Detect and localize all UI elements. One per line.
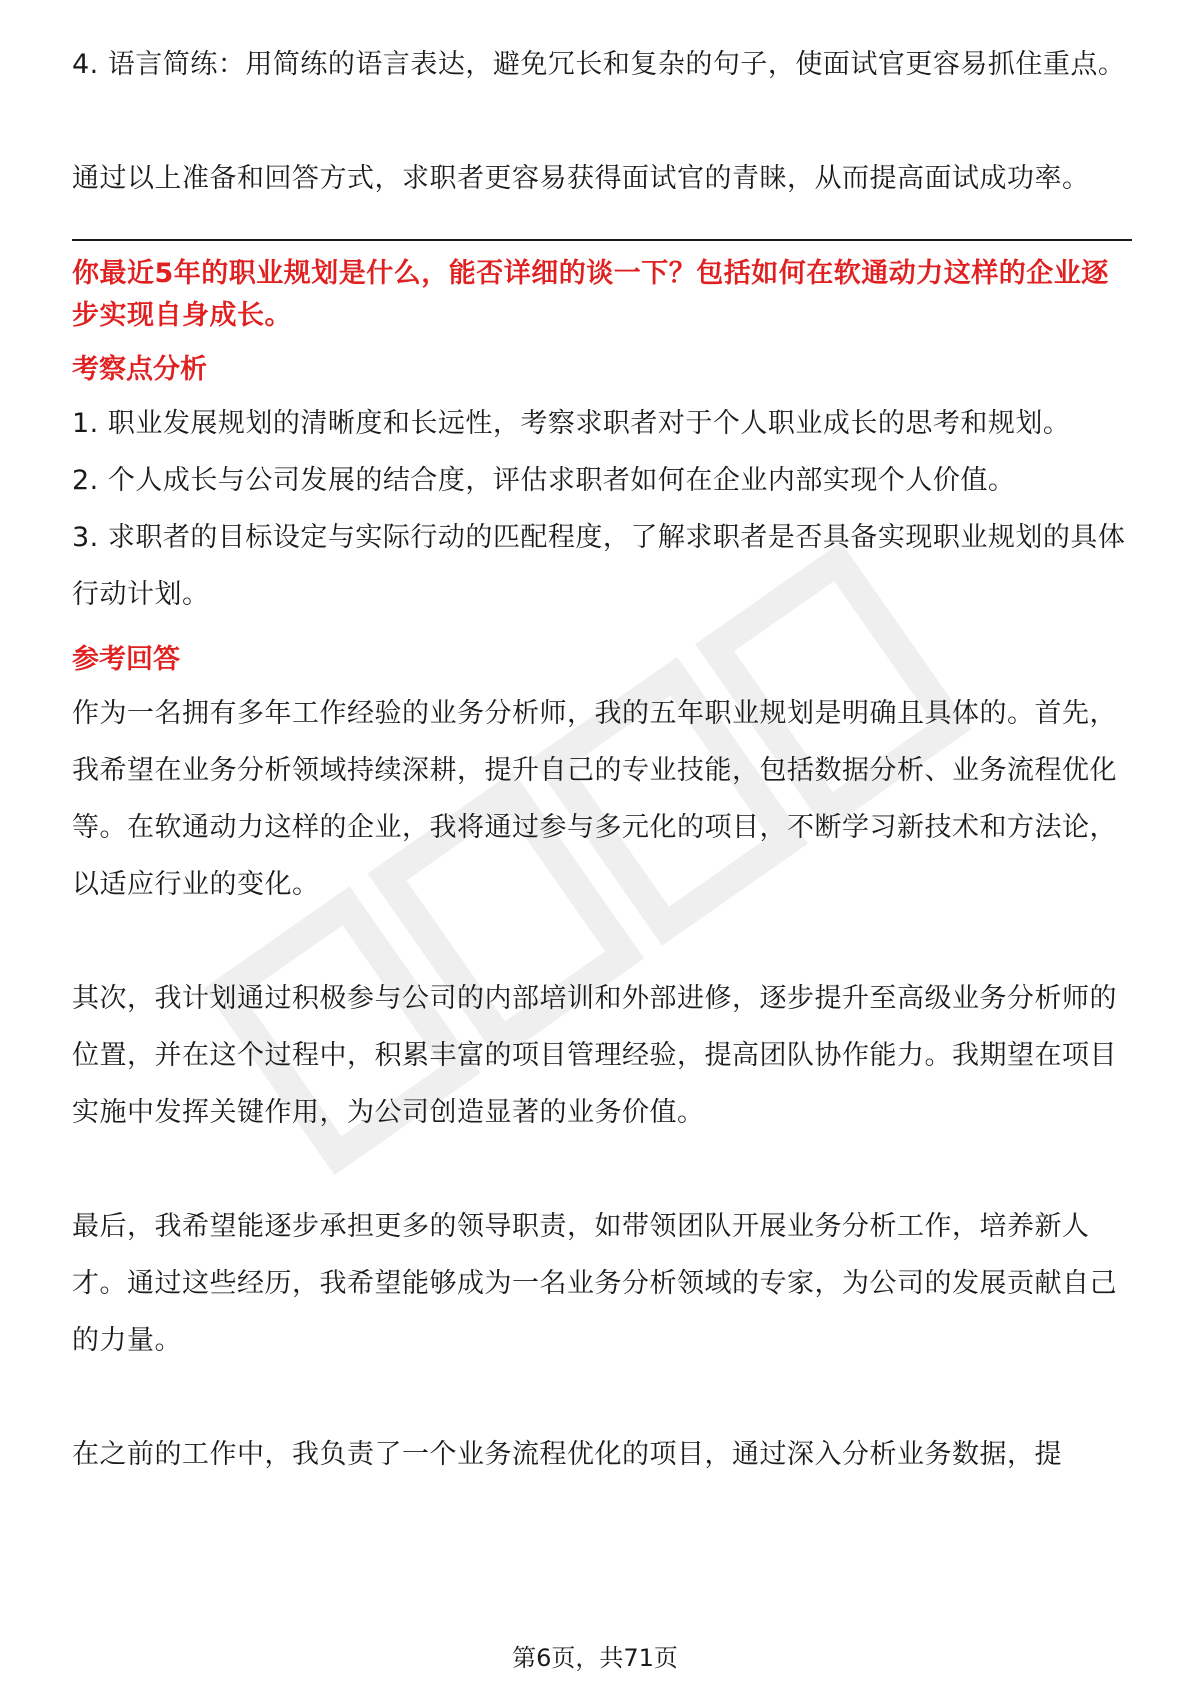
document-page <box>72 0 1132 1684</box>
answer-paragraph-2: 其次，我计划通过积极参与公司的内部培训和外部进修，逐步提升至高级业务分析师的位置，并在这个过程中，积累丰富的项目管理经验，提高团队协作能力。我期望在项目实施中发挥关键作用，为公司创造显著的业务价值。 <box>72 982 1117 1128</box>
answer-title: 参考回答 <box>72 643 180 675</box>
analysis-item-1: 1. 职业发展规划的清晰度和长远性，考察求职者对于个人职业成长的思考和规划。 <box>72 407 1071 439</box>
analysis-item-3: 3. 求职者的目标设定与实际行动的匹配程度，了解求职者是否具备实现职业规划的具体行动计划。 <box>72 521 1126 610</box>
analysis-title: 考察点分析 <box>72 353 207 385</box>
paragraph-summary: 通过以上准备和回答方式，求职者更容易获得面试官的青睐，从而提高面试成功率。 <box>72 163 1090 194</box>
page-footer: 第6页，共71页 <box>512 1644 678 1672</box>
answer-paragraph-1: 作为一名拥有多年工作经验的业务分析师，我的五年职业规划是明确且具体的。首先，我希望在业务分析领域持续深耕，提升自己的专业技能，包括数据分析、业务流程优化等。在软通动力这样的企业，我将通过参与多元化的项目，不断学习新技术和方法论，以适应行业的变化。 <box>72 697 1117 900</box>
analysis-item-2: 2. 个人成长与公司发展的结合度，评估求职者如何在企业内部实现个人价值。 <box>72 464 1016 496</box>
answer-paragraph-3: 最后，我希望能逐步承担更多的领导职责，如带领团队开展业务分析工作，培养新人才。通过这些经历，我希望能够成为一名业务分析领域的专家，为公司的发展贡献自己的力量。 <box>72 1210 1117 1356</box>
question-heading: 你最近5年的职业规划是什么，能否详细的谈一下？包括如何在软通动力这样的企业逐步实现自身成长。 <box>72 257 1109 331</box>
answer-paragraph-4: 在之前的工作中，我负责了一个业务流程优化的项目，通过深入分析业务数据，提 <box>72 1438 1062 1470</box>
section-divider <box>72 239 1132 241</box>
paragraph-point-4: 4. 语言简练：用简练的语言表达，避免冗长和复杂的句子，使面试官更容易抓住重点。 <box>72 49 1126 80</box>
